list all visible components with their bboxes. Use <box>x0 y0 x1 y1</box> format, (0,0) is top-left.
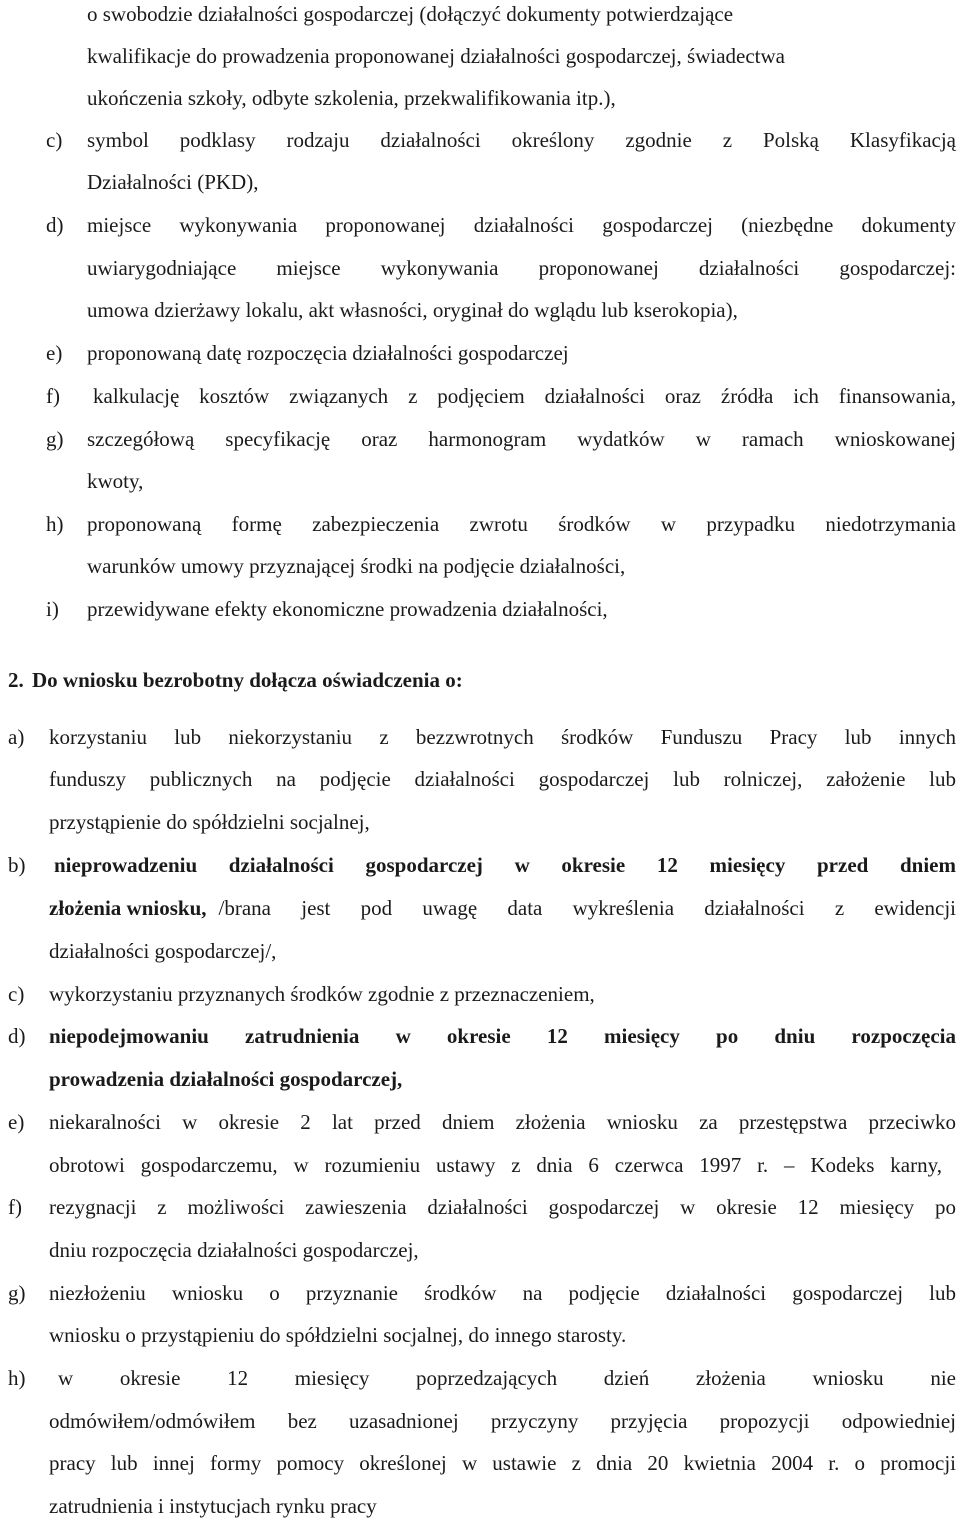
list2-item-h-line-3: pracy lub innej formy pomocy określonej w ustawie z dnia 20 kwietnia 2004 r. o promocji <box>49 1451 956 1475</box>
section-2-number: 2. <box>8 668 24 692</box>
list2-item-e-line-2: obrotowi gospodarczemu, w rozumieniu ustawy z dnia 6 czerwca 1997 r. – Kodeks karny, <box>49 1153 942 1177</box>
list1-cont-line-2: kwalifikacje do prowadzenia proponowanej działalności gospodarczej, świadectwa <box>87 44 785 68</box>
list2-item-a-label: a) <box>8 725 25 749</box>
list2-item-a-line-3: przystąpienie do spółdzielni socjalnej, <box>49 810 370 834</box>
list1-item-d-line-2: uwiarygodniające miejsce wykonywania proponowanej działalności gospodarczej: <box>87 256 956 280</box>
list1-item-h-line-2: warunków umowy przyznającej środki na podjęcie działalności, <box>87 554 626 578</box>
list2-item-b-bold-part: złożenia wniosku, <box>49 896 207 920</box>
list1-item-i-label: i) <box>46 597 59 621</box>
list2-item-b-line-1: nieprowadzeniu działalności gospodarczej w okresie 12 miesięcy przed dniem <box>54 853 956 877</box>
list2-item-b-line-3: działalności gospodarczej/, <box>49 939 277 963</box>
list1-item-c-line-2: Działalności (PKD), <box>87 170 259 194</box>
list2-item-c-label: c) <box>8 982 25 1006</box>
list2-item-h-line-1: w okresie 12 miesięcy poprzedzających dzień złożenia wniosku nie <box>58 1366 956 1390</box>
list2-item-e-line-1: niekaralności w okresie 2 lat przed dniem złożenia wniosku za przestępstwa przeciwko <box>49 1110 956 1134</box>
list2-item-h-label: h) <box>8 1366 26 1390</box>
list1-item-i-line-1: przewidywane efekty ekonomiczne prowadzenia działalności, <box>87 597 608 621</box>
list1-item-g-line-2: kwoty, <box>87 469 144 493</box>
list1-item-g-label: g) <box>46 427 64 451</box>
list2-item-e-label: e) <box>8 1110 25 1134</box>
list2-item-f-line-2: dniu rozpoczęcia działalności gospodarczej, <box>49 1238 419 1262</box>
list1-item-d-label: d) <box>46 213 64 237</box>
list1-item-d-line-1: miejsce wykonywania proponowanej działalności gospodarczej (niezbędne dokumenty <box>87 213 956 237</box>
list2-item-d-label: d) <box>8 1024 26 1048</box>
list2-item-d-line-2: prowadzenia działalności gospodarczej, <box>49 1067 403 1091</box>
list2-item-a-line-1: korzystaniu lub niekorzystaniu z bezzwrotnych środków Funduszu Pracy lub innych <box>49 725 956 749</box>
list1-item-e-label: e) <box>46 341 63 365</box>
list2-item-f-line-1: rezygnacji z możliwości zawieszenia działalności gospodarczej w okresie 12 miesięcy po <box>49 1195 956 1219</box>
list1-item-e-line-1: proponowaną datę rozpoczęcia działalności gospodarczej <box>87 341 569 365</box>
list1-item-h-label: h) <box>46 512 64 536</box>
list1-item-f-line-1: kalkulację kosztów związanych z podjęciem działalności oraz źródła ich finansowania, <box>93 384 956 408</box>
list2-item-g-label: g) <box>8 1281 26 1305</box>
list2-item-g-line-1: niezłożeniu wniosku o przyznanie środków na podjęcie działalności gospodarczej lub <box>49 1281 956 1305</box>
list2-item-b-line-2 <box>49 896 956 920</box>
section-2-heading <box>8 668 463 692</box>
list2-item-h-line-4: zatrudnienia i instytucjach rynku pracy <box>49 1494 377 1518</box>
list2-item-d-line-1: niepodejmowaniu zatrudnienia w okresie 12 miesięcy po dniu rozpoczęcia <box>49 1024 956 1048</box>
list1-item-d-line-3: umowa dzierżawy lokalu, akt własności, oryginał do wglądu lub kserokopia), <box>87 298 738 322</box>
list1-item-f-label: f) <box>46 384 60 408</box>
list1-item-h-line-1: proponowaną formę zabezpieczenia zwrotu środków w przypadku niedotrzymania <box>87 512 956 536</box>
list2-item-b-label: b) <box>8 853 26 877</box>
list2-item-f-label: f) <box>8 1195 22 1219</box>
section-2-title: Do wniosku bezrobotny dołącza oświadczenia o: <box>32 668 463 692</box>
list1-item-c-label: c) <box>46 128 63 152</box>
list1-cont-line-1: o swobodzie działalności gospodarczej (dołączyć dokumenty potwierdzające <box>87 2 734 26</box>
list2-item-c-line-1: wykorzystaniu przyznanych środków zgodnie z przeznaczeniem, <box>49 982 595 1006</box>
list2-item-h-line-2: odmówiłem/odmówiłem bez uzasadnionej przyczyny przyjęcia propozycji odpowiedniej <box>49 1409 956 1433</box>
list2-item-b-rest: /brana jest pod uwagę data wykreślenia działalności z ewidencji <box>218 896 956 920</box>
list2-item-g-line-2: wniosku o przystąpieniu do spółdzielni socjalnej, do innego starosty. <box>49 1323 627 1347</box>
list1-cont-line-3: ukończenia szkoły, odbyte szkolenia, przekwalifikowania itp.), <box>87 86 616 110</box>
list1-item-g-line-1: szczegółową specyfikację oraz harmonogram wydatków w ramach wnioskowanej <box>87 427 956 451</box>
list2-item-a-line-2: funduszy publicznych na podjęcie działalności gospodarczej lub rolniczej, założenie lub <box>49 767 956 791</box>
list1-item-c-line-1: symbol podklasy rodzaju działalności określony zgodnie z Polską Klasyfikacją <box>87 128 956 152</box>
